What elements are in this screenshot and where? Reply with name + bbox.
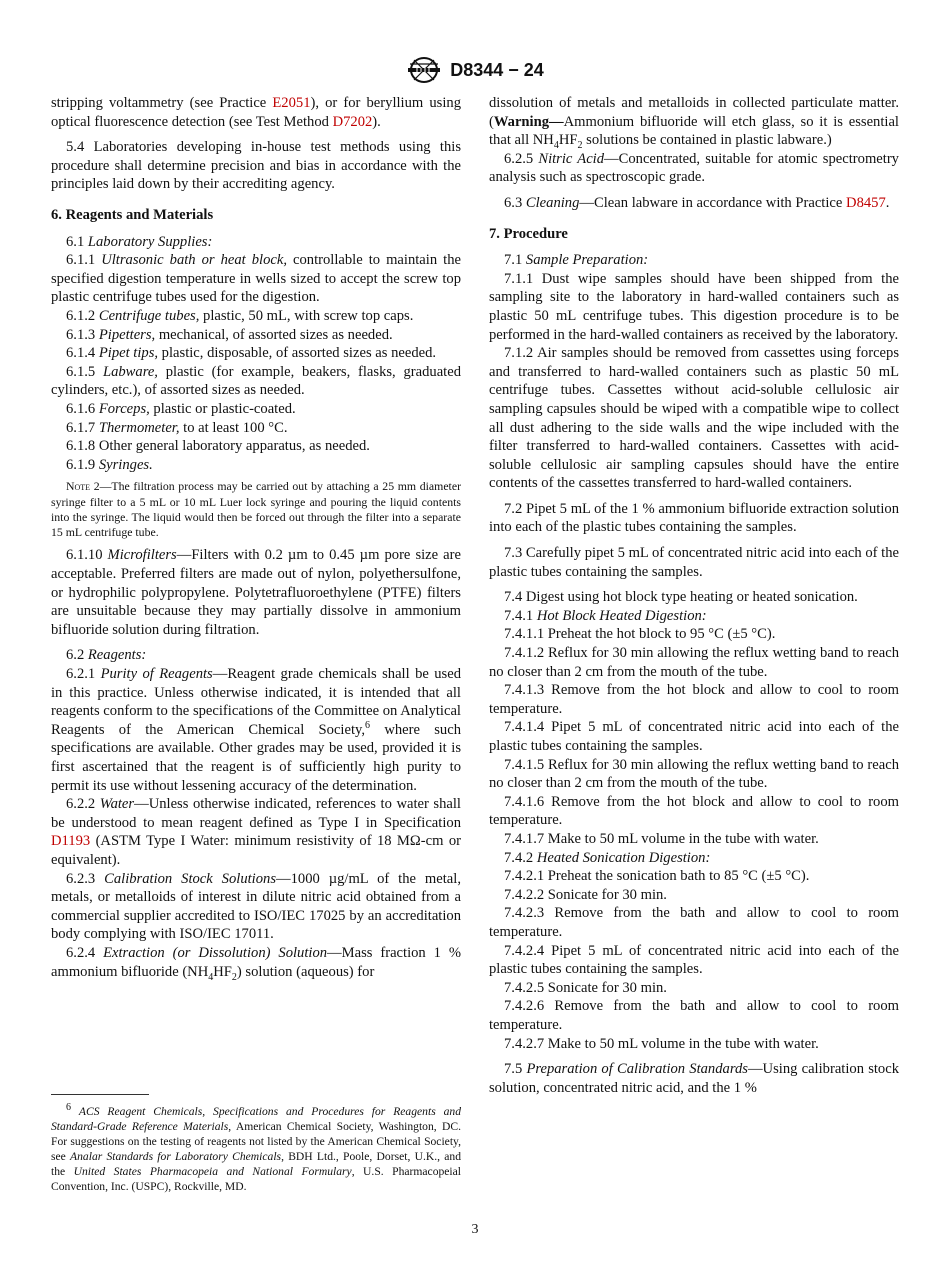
paragraph: 6.2.3 Calibration Stock Solutions—1000 µg/mL of the metal, metals, or metalloids of interest in dilute nitric acid obtained from a commercial supplier accredited to ISO/IEC 17025 by an accreditation body complying with ISO/IEC 17011.: [51, 870, 461, 943]
paragraph: 7.4.1.1 Preheat the hot block to 95 °C (±5 °C).: [504, 626, 776, 643]
footnote-marker[interactable]: 6: [365, 719, 371, 731]
paragraph: 7.4.1.2 Reflux for 30 min allowing the reflux wetting band to reach no closer than 2 cm from the mouth of the tube.: [489, 645, 899, 680]
paragraph: 6.2.4 Extraction (or Dissolution) Solution—Mass fraction 1 % ammonium bifluoride $(NH_4HF_2)$ solution (aqueous) for: [51, 944, 461, 983]
reference-link[interactable]: E2051: [272, 95, 311, 111]
paragraph: 6.1.9 Syringes.: [66, 456, 153, 473]
right-column: [489, 94, 899, 1097]
paragraph: 7.4.2.6 Remove from the bath and allow to cool to room temperature.: [489, 998, 899, 1033]
paragraph: 6.1.1 Ultrasonic bath or heat block, controllable to maintain the specified digestion temperature in wells sized to accept the screw top plastic centrifuge tubes used for the digestion.: [51, 252, 461, 306]
paragraph: stripping voltammetry (see Practice E2051), or for beryllium using optical fluorescence detection (see Test Method D7202).: [51, 95, 461, 130]
paragraph: 7.1 Sample Preparation:: [504, 252, 649, 269]
paragraph: 6.2.1 Purity of Reagents—Reagent grade chemicals shall be used in this practice. Unless otherwise indicated, it is intended that all reagents conform to the specifications of the Committee on Analytical Reagents of the American Chemical Society,$^6$ where such specifications are available. Other grades may be used, provided it is first ascertained that the reagent is of sufficiently high purity to permit its use without lessening accuracy of the determination.: [51, 666, 461, 794]
paragraph: 7.1.2 Air samples should be removed from cassettes using forceps and transferred to hard-walled containers such as plastic 50 mL centrifuge tubes. Cassettes without acid-soluble cellulosic air sampling capsules should be wiped with a compatible wipe to collect all dust adhering to the side walls and the wipe included with the filter transferred to hard-walled containers. Cassettes with acid-soluble cellulosic air sampling capsules should have the entire contents of the cassettes transferred to hard-walled containers.: [489, 345, 899, 492]
paragraph: 6.1 Laboratory Supplies:: [66, 233, 213, 250]
paragraph: 7.4.1.6 Remove from the hot block and allow to cool to room temperature.: [489, 793, 899, 829]
footnote: $^6$ ACS Reagent Chemicals, Specifications and Procedures for Reagents and Standard-Grade Reference Materials, American Chemical Society, Washington, DC. For suggestions on the testing of reagents not listed by the American Chemical Society, see Analar Standards for Laboratory Chemicals, BDH Ltd., Poole, Dorset, U.K., and the United States Pharmacopeia and National Formulary, U.S. Pharmacopeial Convention, Inc. (USPC), Rockville, MD.: [51, 1102, 462, 1193]
paragraph: 6.1.8 Other general laboratory apparatus, as needed.: [66, 438, 370, 455]
page-number: 3: [471, 1222, 479, 1237]
paragraph: 7.4.1.4 Pipet 5 mL of concentrated nitric acid into each of the plastic tubes containing the samples.: [489, 719, 899, 754]
paragraph: 6.2.5 Nitric Acid—Concentrated, suitable for atomic spectrometry analysis such as spectroscopic grade.: [489, 150, 899, 186]
page-header: [0, 56, 950, 84]
paragraph: 6.1.2 Centrifuge tubes, plastic, 50 mL, with screw top caps.: [66, 307, 414, 324]
paragraph: 7.4.2.4 Pipet 5 mL of concentrated nitric acid into each of the plastic tubes containing the samples.: [489, 942, 899, 978]
paragraph: 7.2 Pipet 5 mL of the 1 % ammonium bifluoride extraction solution into each of the plastic tubes containing the samples.: [489, 500, 899, 536]
paragraph: 7.5 Preparation of Calibration Standards—Using calibration stock solution, concentrated nitric acid, and the 1 %: [489, 1061, 900, 1096]
paragraph: 7.4.1.5 Reflux for 30 min allowing the reflux wetting band to reach no closer than 2 cm from the mouth of the tube.: [489, 756, 899, 792]
reference-link[interactable]: D8457: [846, 194, 886, 211]
paragraph: 5.4 Laboratories developing in-house test methods using this procedure shall determine precision and bias in accordance with the principles laid down by their accrediting agency.: [51, 139, 461, 193]
paragraph: 7.4.2.2 Sonicate for 30 min.: [504, 886, 667, 903]
paragraph: 6.1.4 Pipet tips, plastic, disposable, of assorted sizes as needed.: [66, 345, 437, 362]
reference-link[interactable]: D1193: [51, 833, 91, 850]
paragraph: 6.1.3 Pipetters, mechanical, of assorted sizes as needed.: [66, 326, 393, 343]
footnote-divider: [51, 1094, 149, 1095]
paragraph: 7.4.1.3 Remove from the hot block and allow to cool to room temperature.: [489, 682, 899, 717]
paragraph: 6.3 Cleaning—Clean labware in accordance with Practice D8457.: [504, 194, 890, 211]
left-column: [51, 94, 461, 981]
paragraph: dissolution of metals and metalloids in collected particulate matter. (Warning—Ammonium bifluoride will etch glass, so it is essential that all $NH_4HF_2$ solutions be contained in plastic labware.): [489, 95, 899, 152]
paragraph: 7.4.2.5 Sonicate for 30 min.: [504, 979, 667, 996]
paragraph: 7.4.1.7 Make to 50 mL volume in the tube with water.: [504, 830, 819, 847]
paragraph: 6.1.5 Labware, plastic (for example, beakers, flasks, graduated cylinders, etc.), of assorted sizes as needed.: [51, 363, 461, 399]
paragraph: 6.2 Reagents:: [66, 647, 147, 664]
reference-link[interactable]: D7202: [332, 113, 373, 130]
paragraph: 7.1.1 Dust wipe samples should have been shipped from the sampling site to the laboratory in hard-walled containers such as plastic 50 mL centrifuge tubes. This digestion procedure is to be performed in the hard-walled containers as received by the laboratory.: [489, 270, 899, 343]
paragraph: 7.4.2.7 Make to 50 mL volume in the tube with water.: [504, 1035, 819, 1052]
section-heading: 6. Reagents and Materials: [51, 206, 214, 223]
paragraph: 6.1.10 Microfilters—Filters with 0.2 µm to 0.45 µm pore size are acceptable. Preferred filters are made out of nylon, polyethersulfone, or hydrophilic polypropylene. Polytetrafluoroethylene (PTFE) filters are unsuitable because they may partially dissolve in ammonium bifluoride solution during filtration.: [51, 547, 461, 638]
section-heading: 7. Procedure: [489, 225, 568, 242]
paragraph: 7.4.2.3 Remove from the bath and allow to cool to room temperature.: [489, 905, 899, 940]
paragraph: 6.1.7 Thermometer, to at least 100 °C.: [66, 419, 288, 436]
paragraph: 7.4.2.1 Preheat the sonication bath to 85 °C (±5 °C).: [504, 868, 810, 885]
paragraph: 7.4 Digest using hot block type heating or heated sonication.: [504, 589, 858, 606]
document-id: D8344 − 24: [450, 59, 544, 80]
paragraph: 6.1.6 Forceps, plastic or plastic-coated.: [66, 400, 296, 417]
note: Note 2—The filtration process may be carried out by attaching a 25 mm diameter syringe filter to a 5 mL or 10 mL Luer lock syringe and pouring the liquid contents into the syringe. The liquid would then be forced out through the filter into a separate 15 mL centrifuge tube.: [51, 479, 461, 540]
paragraph: 7.3 Carefully pipet 5 mL of concentrated nitric acid into each of the plastic tubes containing the samples.: [489, 545, 899, 580]
paragraph: 7.4.2 Heated Sonication Digestion:: [504, 849, 711, 866]
paragraph: 7.4.1 Hot Block Heated Digestion:: [504, 607, 707, 624]
astm-logo-icon: [406, 56, 442, 84]
paragraph: 6.2.2 Water—Unless otherwise indicated, references to water shall be understood to mean reagent defined as Type I in Specification D1193 (ASTM Type I Water: minimum resistivity of 18 MΩ-cm or equivalent).: [51, 796, 461, 868]
